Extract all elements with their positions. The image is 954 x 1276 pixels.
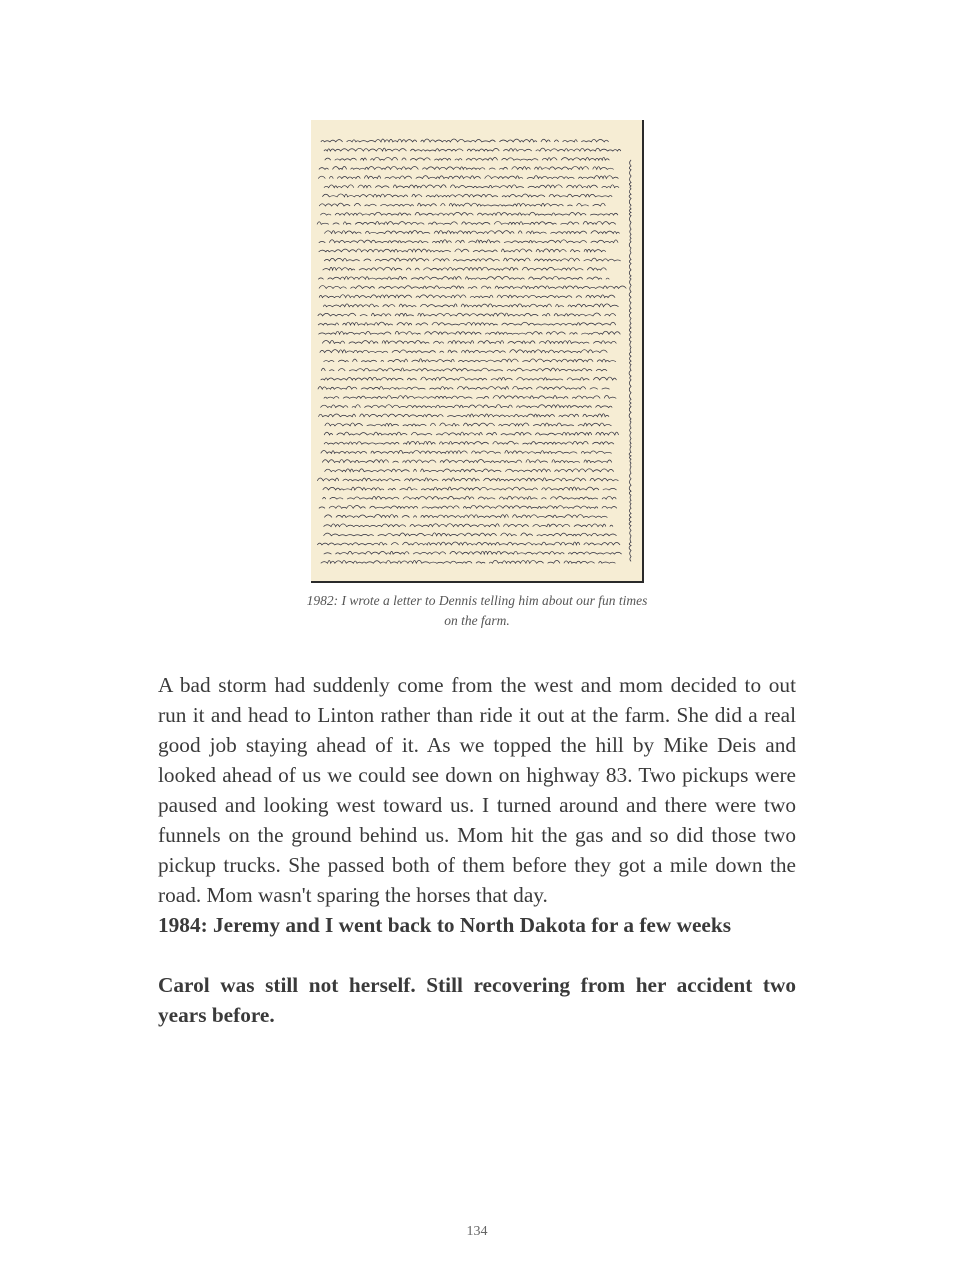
handwriting-line [318, 313, 616, 316]
handwriting-line [318, 331, 620, 334]
handwriting-line [324, 533, 621, 536]
handwriting-line [317, 221, 616, 224]
paragraph-storm: A bad storm had suddenly come from the west and mom decided to out run it and head to Linton rather than ride it out at the farm. She did a real good job staying ahead of it. As we topped the hill by Mike Deis and looked ahead of us we could see down on highway 83. Two pickups were paused and looking west toward us. I turned around and there were two funnels on the ground behind us. Mom hit the gas and so did those two pickup trucks. She passed both of them before they got a mile down the road. Mom wasn't sparing the horses that day. [158, 673, 796, 907]
handwritten-letter-scribble [311, 120, 642, 581]
handwriting-line [319, 240, 618, 243]
handwriting-line [324, 514, 607, 517]
margin-handwriting [629, 160, 631, 562]
handwriting-line [322, 340, 616, 343]
handwriting-line [319, 286, 626, 289]
handwriting-line [319, 505, 617, 508]
handwriting-line [324, 524, 613, 527]
handwriting-line [323, 304, 618, 307]
figure-caption: 1982: I wrote a letter to Dennis telling him about our fun times on the farm. [306, 593, 648, 628]
handwriting-line [321, 377, 617, 380]
handwriting-line [317, 542, 620, 545]
handwriting-line [325, 469, 614, 472]
handwriting-line [317, 478, 618, 481]
handwriting-line [320, 212, 618, 215]
handwriting-line [323, 487, 617, 490]
handwriting-line [319, 295, 615, 298]
handwriting-line [324, 185, 623, 188]
handwriting-line [323, 267, 607, 270]
page-number: 134 [466, 1224, 488, 1239]
handwriting-line [321, 139, 613, 142]
handwriting-line [320, 405, 612, 408]
handwriting-line [318, 414, 613, 417]
handwriting-line [318, 322, 616, 325]
handwriting-line [318, 386, 610, 389]
handwriting-line [323, 496, 617, 499]
handwriting-line [322, 460, 616, 463]
handwriting-line [324, 231, 619, 234]
handwriting-line [322, 194, 616, 197]
handwriting-line [321, 368, 607, 371]
paragraph-carol: Carol was still not herself. Still recovering from her accident two years before. [158, 973, 796, 1027]
handwriting-line [324, 148, 621, 151]
handwriting-line [324, 395, 616, 398]
handwriting-line [321, 450, 612, 453]
handwriting-line [324, 432, 618, 435]
handwriting-line [324, 359, 616, 362]
handwriting-line [325, 423, 612, 426]
handwriting-line [324, 258, 624, 261]
heading-1984: 1984: Jeremy and I went back to North Dakota for a few weeks [158, 913, 731, 937]
handwriting-line [321, 560, 616, 563]
handwritten-letter-image [311, 120, 644, 583]
handwriting-line [319, 249, 606, 252]
handwriting-line [325, 157, 610, 160]
handwriting-line [319, 203, 609, 206]
handwriting-line [324, 551, 626, 554]
body-text [158, 670, 796, 1030]
handwriting-line [319, 166, 614, 169]
spacer [158, 940, 796, 970]
handwriting-line [324, 441, 614, 444]
handwriting-line [320, 350, 608, 353]
handwriting-line [318, 276, 609, 279]
handwriting-line [318, 176, 622, 179]
